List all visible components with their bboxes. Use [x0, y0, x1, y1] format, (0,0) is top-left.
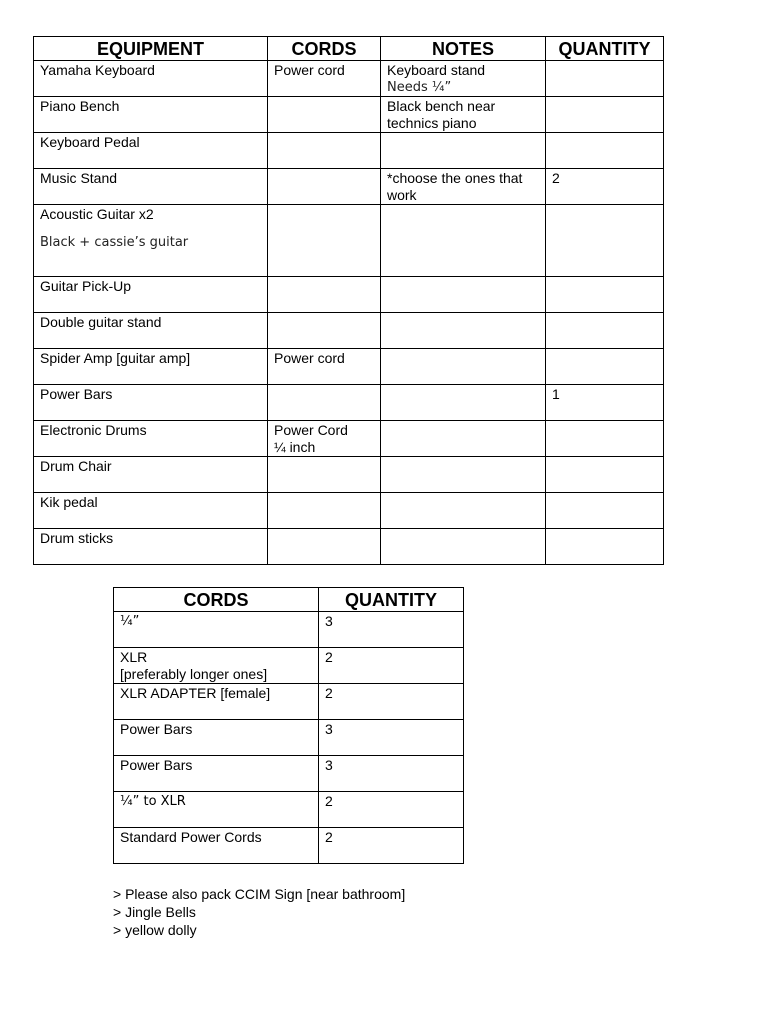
table-row [34, 169, 664, 205]
cords-cell [268, 457, 381, 493]
table-row [114, 684, 464, 720]
notes-cell [381, 205, 546, 277]
notes-cell [381, 133, 546, 169]
cords-cell: Power cord [268, 349, 381, 385]
table-row [34, 349, 664, 385]
cords-cell [268, 313, 381, 349]
cords-cell [268, 385, 381, 421]
cords-cell [268, 97, 381, 133]
quantity-cell: 2 [319, 648, 464, 684]
notes-cell [381, 421, 546, 457]
quantity-cell: 2 [319, 684, 464, 720]
table-row [114, 756, 464, 792]
table-row [34, 421, 664, 457]
quantity-cell [546, 205, 664, 277]
cords-cell [268, 169, 381, 205]
notes-cell [381, 493, 546, 529]
cords-header: CORDS [268, 37, 381, 61]
table-row [34, 457, 664, 493]
cords-cell [268, 133, 381, 169]
notes-text: Keyboard stand [387, 62, 486, 78]
quantity-cell: 3 [319, 756, 464, 792]
quantity-cell: 2 [546, 169, 664, 205]
notes-cell [381, 61, 546, 97]
quantity-cell [546, 529, 664, 565]
cords-subtext: ¼ inch [274, 439, 316, 455]
table-row [114, 612, 464, 648]
notes-cell [381, 313, 546, 349]
cords-cell [268, 277, 381, 313]
quantity-cell: 3 [319, 612, 464, 648]
notes-subtext: Needs ¼” [387, 80, 452, 95]
cord-cell: XLR ADAPTER [female] [114, 684, 319, 720]
equipment-cell: Guitar Pick-Up [34, 277, 268, 313]
quantity-cell [546, 97, 664, 133]
note-line: > yellow dolly [113, 922, 197, 938]
notes-header: NOTES [381, 37, 546, 61]
cords-header-row [114, 588, 464, 612]
equipment-cell: Music Stand [34, 169, 268, 205]
equipment-cell: Kik pedal [34, 493, 268, 529]
equipment-cell: Piano Bench [34, 97, 268, 133]
quantity-header: QUANTITY [546, 37, 664, 61]
quantity-cell: 3 [319, 720, 464, 756]
quantity-cell: 2 [319, 828, 464, 864]
equipment-text: Acoustic Guitar x2 [40, 206, 154, 222]
note-line: > Please also pack CCIM Sign [near bathroom] [113, 886, 406, 902]
cord-cell: Power Bars [114, 720, 319, 756]
packing-notes [113, 885, 405, 939]
equipment-cell: Electronic Drums [34, 421, 268, 457]
equipment-cell: Double guitar stand [34, 313, 268, 349]
notes-cell: Black bench near technics piano [381, 97, 546, 133]
equipment-cell [34, 205, 268, 277]
equipment-cell: Drum Chair [34, 457, 268, 493]
table-row [114, 792, 464, 828]
notes-cell [381, 529, 546, 565]
cord-cell [114, 648, 319, 684]
equipment-header: EQUIPMENT [34, 37, 268, 61]
quantity-cell [546, 493, 664, 529]
quantity-cell: 2 [319, 792, 464, 828]
note-line: > Jingle Bells [113, 904, 196, 920]
quantity-cell [546, 277, 664, 313]
cords-cell [268, 421, 381, 457]
table-row [34, 493, 664, 529]
notes-cell: *choose the ones that work [381, 169, 546, 205]
cord-cell: Power Bars [114, 756, 319, 792]
table-row [34, 277, 664, 313]
notes-cell [381, 277, 546, 313]
cords-cell [268, 493, 381, 529]
equipment-cell: Spider Amp [guitar amp] [34, 349, 268, 385]
quantity-cell [546, 349, 664, 385]
cords-text: Power Cord [274, 422, 348, 438]
notes-cell [381, 385, 546, 421]
cords-cell: Power cord [268, 61, 381, 97]
equipment-cell: Drum sticks [34, 529, 268, 565]
notes-cell [381, 457, 546, 493]
cords-header: CORDS [114, 588, 319, 612]
table-row [34, 385, 664, 421]
table-row [114, 648, 464, 684]
quantity-cell [546, 457, 664, 493]
table-row [34, 529, 664, 565]
notes-cell [381, 349, 546, 385]
equipment-table [33, 36, 664, 565]
cord-cell: Standard Power Cords [114, 828, 319, 864]
equipment-cell: Yamaha Keyboard [34, 61, 268, 97]
cords-table [113, 587, 464, 864]
cord-subtext: [preferably longer ones] [120, 666, 268, 682]
quantity-cell [546, 61, 664, 97]
equipment-cell: Power Bars [34, 385, 268, 421]
table-row [34, 133, 664, 169]
cords-cell [268, 529, 381, 565]
table-row [34, 313, 664, 349]
equipment-cell: Keyboard Pedal [34, 133, 268, 169]
quantity-cell [546, 133, 664, 169]
table-row [34, 205, 664, 277]
quantity-cell [546, 313, 664, 349]
table-row [34, 61, 664, 97]
quantity-header: QUANTITY [319, 588, 464, 612]
quantity-cell [546, 421, 664, 457]
equipment-subtext: Black + cassie’s guitar [40, 235, 189, 250]
table-row [114, 828, 464, 864]
cords-cell [268, 205, 381, 277]
table-row [34, 97, 664, 133]
cord-cell: ¼” to XLR [114, 792, 319, 828]
cord-cell: ¼” [114, 612, 319, 648]
quantity-cell: 1 [546, 385, 664, 421]
equipment-header-row [34, 37, 664, 61]
table-row [114, 720, 464, 756]
cord-text: XLR [120, 649, 148, 665]
